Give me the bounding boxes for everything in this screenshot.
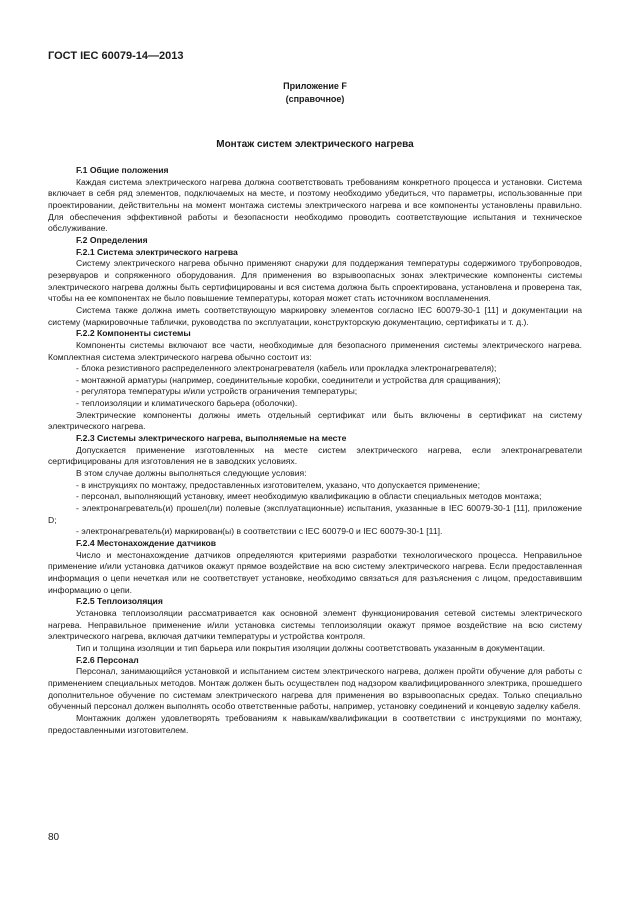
list-item: - в инструкциях по монтажу, предоставленных изготовителем, указано, что допускается применение; bbox=[76, 479, 480, 490]
section-heading: F.2.5 Теплоизоляция bbox=[76, 596, 163, 607]
section-heading: F.2.3 Системы электрического нагрева, выполняемые на месте bbox=[76, 433, 347, 444]
section-heading: F.2.2 Компоненты системы bbox=[76, 328, 191, 339]
paragraph: Допускается применение изготовленных на месте систем электрического нагрева, если электронагреватели сертифицированы для изготовления не в заводских условиях. bbox=[48, 444, 582, 467]
list-item: - персонал, выполняющий установку, имеет необходимую квалификацию в области специальных методов монтажа; bbox=[76, 491, 542, 502]
paragraph: Система также должна иметь соответствующую маркировку элементов согласно IEC 60079-30-1 [11] и документации на систему (маркировочные таблички, руководства по эксплуатации, конструкторскую документацию, сертификаты и т. д.). bbox=[48, 304, 582, 327]
paragraph: Число и местонахождение датчиков определяются критериями разработки технологического процесса. Неправильное применение и/или установка датчиков окажут прямое воздействие на всю систему электрического нагрева. Если предоставленная информация о цепи нечеткая или не соответствует установке, необходимо связаться для разъяснения с лицом, предоставившим информацию о цепи. bbox=[48, 549, 582, 595]
paragraph: Компоненты системы включают все части, необходимые для безопасного применения системы электрического нагрева. Комплектная система электрического нагрева обычно состоит из: bbox=[48, 339, 582, 362]
appendix-title: Монтаж систем электрического нагрева bbox=[216, 139, 414, 150]
section-heading: F.2.6 Персонал bbox=[76, 654, 139, 665]
list-item: - электронагреватель(и) прошел(ли) полевые (эксплуатационные) испытания, указанные в IEC 60079-30-1 [11], приложение D; bbox=[48, 503, 582, 525]
section-heading: F.2 Определения bbox=[76, 234, 148, 245]
page-number: 80 bbox=[48, 832, 60, 843]
standard-header: ГОСТ IEC 60079-14—2013 bbox=[48, 50, 184, 62]
paragraph: Персонал, занимающийся установкой и испытанием систем электрического нагрева, должен пройти обучение для работы с применением специальных методов. Монтаж должен быть осуществлен под надзором квалифицированного электрика, прошедшего дополнительное обучение по системам электрического нагрева для применения во взрывоопасных средах. Только специально обученный персонал должен выполнять особо ответственные работы, например, установку соединений и концевую заделку кабеля. bbox=[48, 666, 582, 712]
document-body bbox=[48, 165, 582, 736]
appendix-label: Приложение F bbox=[283, 81, 347, 91]
section-heading: F.1 Общие положения bbox=[76, 165, 169, 175]
list-item: - теплоизоляции и климатического барьера (оболочки). bbox=[76, 398, 298, 409]
paragraph: Каждая система электрического нагрева должна соответствовать требованиям конкретного процесса и установки. Система включает в себя ряд элементов, подключаемых на месте, и поэтому необходимо убедиться, что параметры, использованные при проектировании, действительны на момент монтажа системы электрического нагрева и все компоненты установлены правильно. Для обеспечения эффективной работы и безопасности необходимо проводить соответствующие испытания и техническое обслуживание. bbox=[48, 176, 582, 234]
list-item: - электронагреватель(и) маркирован(ы) в соответствии с IEC 60079-0 и IEC 60079-30-1 [11]. bbox=[76, 526, 443, 537]
paragraph: Установка теплоизоляции рассматривается как основной элемент функционирования сетевой системы электрического нагрева. Неправильное применение и/или установка системы теплоизоляции окажут прямое воздействие на всю систему электрического нагрева, включая датчики температуры и устройства контроля. bbox=[48, 607, 582, 642]
list-item: - монтажной арматуры (например, соединительные коробки, соединители и устройства для сращивания); bbox=[76, 374, 501, 385]
appendix-kind: (справочное) bbox=[285, 94, 345, 104]
list-item: - регулятора температуры и/или устройств ограничения температуры; bbox=[76, 386, 358, 397]
paragraph: Монтажник должен удовлетворять требованиям к навыкам/квалификации в соответствии с инструкциями по монтажу, предоставленными изготовителем. bbox=[48, 712, 582, 735]
list-item: - блока резистивного распределенного электронагревателя (кабель или прокладка электронагревателя); bbox=[76, 363, 497, 374]
paragraph: Систему электрического нагрева обычно применяют снаружи для поддержания температуры содержимого трубопроводов, резервуаров и сопряженного оборудования. Для применения во взрывоопасных зонах электрические компоненты системы электрического нагрева должны быть сертифицированы и вся система должна быть спроектирована, установлена и проверена так, чтобы на ее компонентах не было повышение температуры, которая может стать источником воспламенения. bbox=[48, 258, 582, 304]
section-heading: F.2.4 Местонахождение датчиков bbox=[76, 538, 217, 548]
section-heading: F.2.1 Система электрического нагрева bbox=[76, 246, 238, 257]
paragraph: Электрические компоненты должны иметь отдельный сертификат или быть включены в сертификат на систему электрического нагрева. bbox=[48, 409, 582, 432]
paragraph: Тип и толщина изоляции и тип барьера или покрытия изоляции должны соответствовать указанным в документации. bbox=[76, 642, 546, 653]
paragraph: В этом случае должны выполняться следующие условия: bbox=[76, 468, 307, 479]
